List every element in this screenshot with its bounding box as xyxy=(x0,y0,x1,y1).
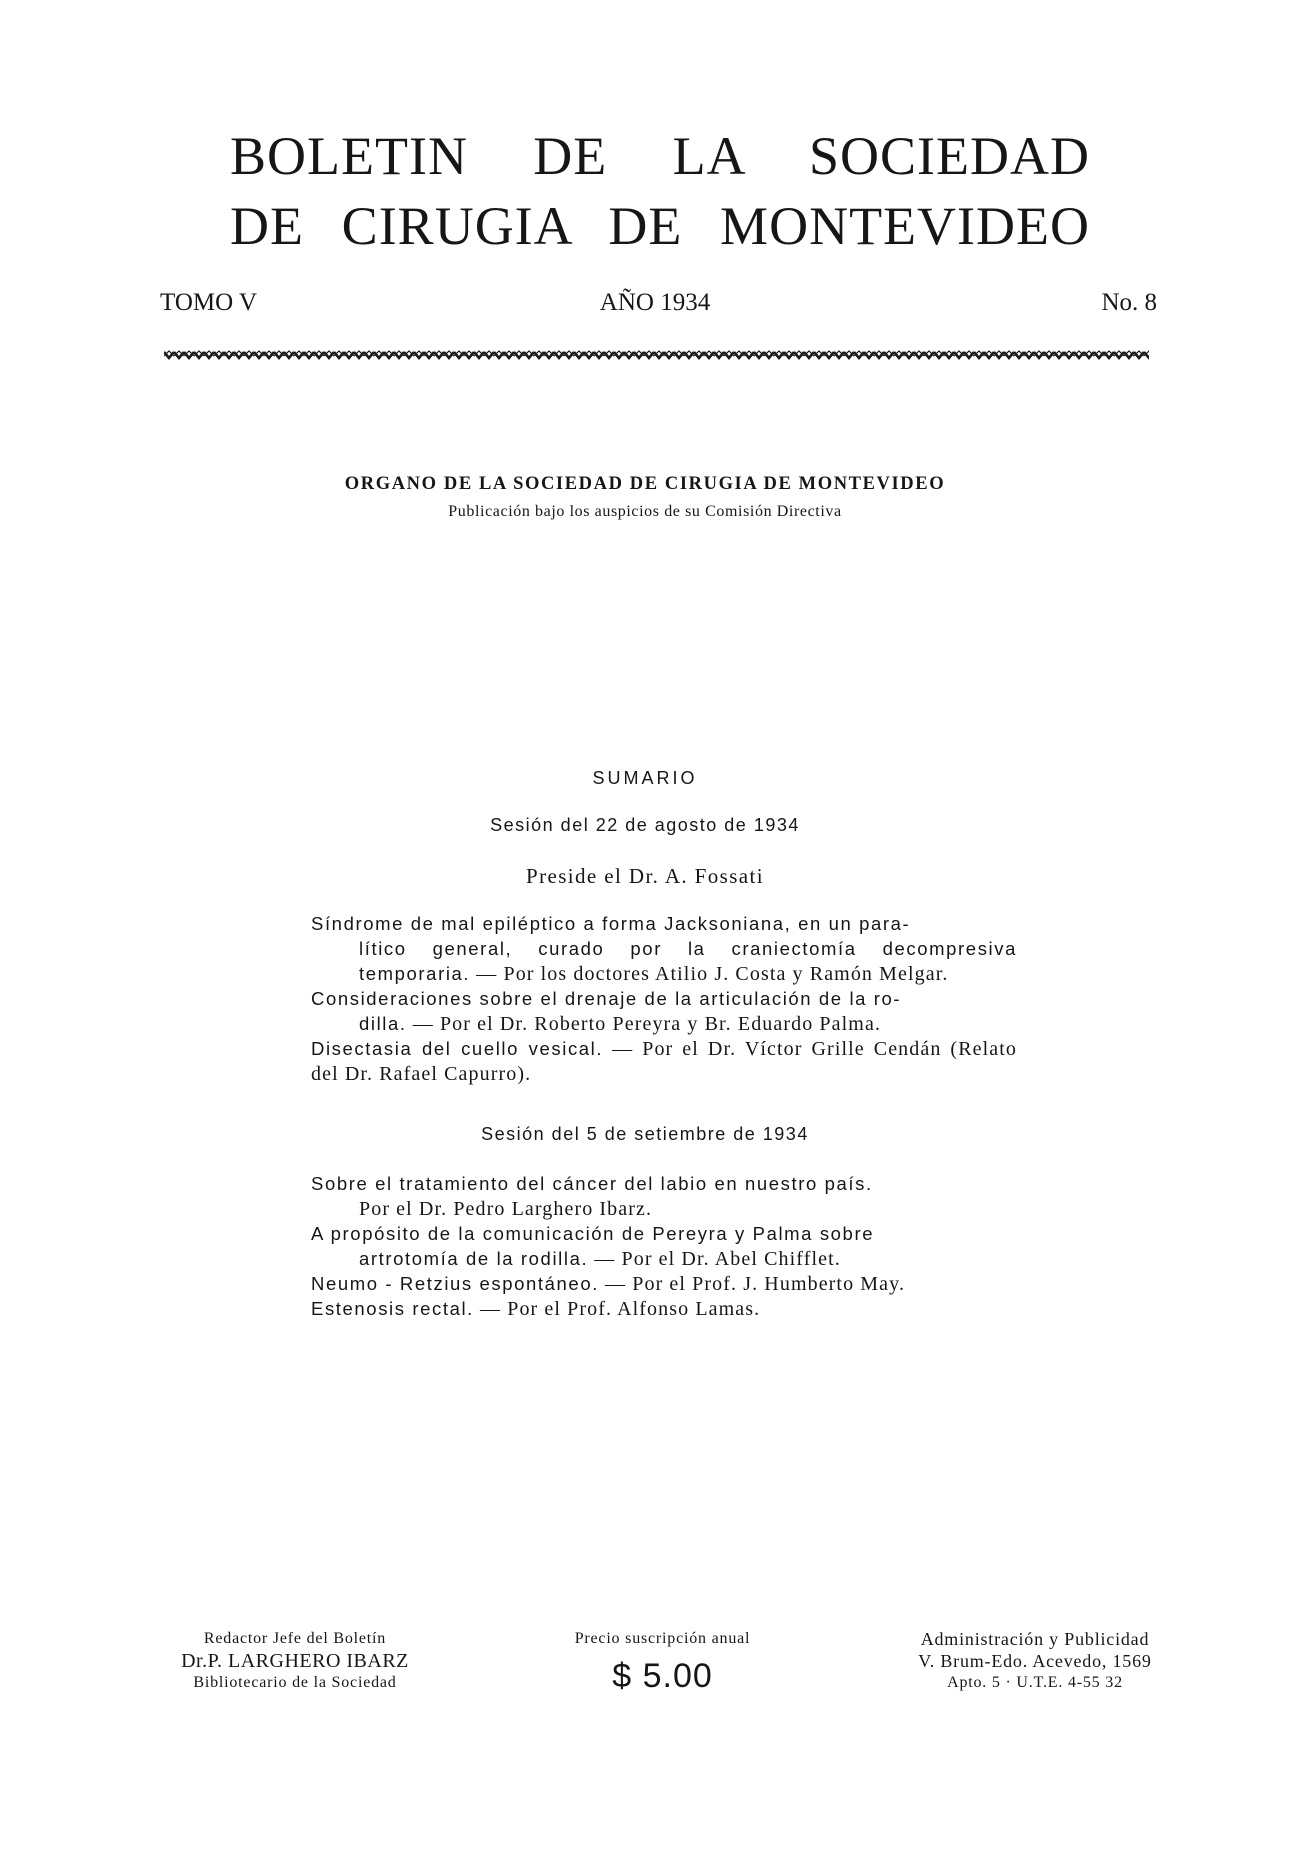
subscription-label: Precio suscripción anual xyxy=(574,1630,751,1647)
administration-label: Administración y Publicidad xyxy=(920,1629,1150,1649)
list-item xyxy=(311,1222,1017,1272)
entry-title: Sobre el tratamiento del cáncer del labio en nuestro país. xyxy=(311,1173,873,1194)
editor-role: Redactor Jefe del Boletín xyxy=(203,1630,387,1647)
editor-title: Bibliotecario de la Sociedad xyxy=(193,1674,397,1691)
list-item xyxy=(311,912,1017,987)
entry-author: — Por el Dr. Abel Chifflet. xyxy=(588,1248,841,1270)
list-item xyxy=(311,987,1017,1037)
entry-title-continued: artrotomía de la rodilla. xyxy=(359,1248,589,1269)
entry-title: A propósito de la comunicación de Pereyra y Palma sobre xyxy=(311,1223,875,1244)
organ-heading: ORGANO DE LA SOCIEDAD DE CIRUGIA DE MONTEVIDEO xyxy=(344,474,946,494)
footer-administration xyxy=(905,1628,1165,1694)
entry-author: — Por el Dr. Víctor Grille Cendán (Relato del Dr. Rafael Capurro). xyxy=(311,1038,1018,1085)
entry-author: — Por el Dr. Roberto Pereyra y Br. Eduardo Palma. xyxy=(406,1013,882,1035)
administration-phone: Apto. 5 · U.T.E. 4-55 32 xyxy=(947,1674,1123,1691)
volume-label: TOMO V xyxy=(160,289,258,316)
entry-title-continued: dilla. xyxy=(359,1013,407,1034)
entry-title: Neumo - Retzius espontáneo. xyxy=(311,1273,599,1294)
summary-heading: SUMARIO xyxy=(592,768,698,788)
footer-subscription xyxy=(555,1628,770,1698)
entry-title: Disectasia del cuello vesical. xyxy=(311,1038,604,1059)
session-2-title: Sesión del 5 de setiembre de 1934 xyxy=(481,1124,809,1144)
entry-title: Síndrome de mal epiléptico a forma Jacksoniana, en un para- xyxy=(311,913,911,934)
subscription-price: $ 5.00 xyxy=(612,1657,713,1695)
session-1-title: Sesión del 22 de agosto de 1934 xyxy=(490,815,800,835)
footer-editor xyxy=(170,1628,420,1694)
entry-title: Estenosis rectal. xyxy=(311,1298,474,1319)
entry-author: — Por los doctores Atilio J. Costa y Ramón Melgar. xyxy=(470,963,949,985)
list-item xyxy=(311,1172,1017,1222)
journal-title-line-1: BOLETIN DE LA SOCIEDAD xyxy=(230,126,1090,186)
administration-address: V. Brum-Edo. Acevedo, 1569 xyxy=(918,1651,1152,1671)
year-label: AÑO 1934 xyxy=(599,289,711,316)
list-item xyxy=(311,1297,1017,1322)
organ-subheading: Publicación bajo los auspicios de su Comisión Directiva xyxy=(448,503,842,520)
entry-author: — Por el Prof. Alfonso Lamas. xyxy=(473,1298,761,1320)
entry-author: Por el Dr. Pedro Larghero Ibarz. xyxy=(359,1198,653,1220)
list-item xyxy=(311,1037,1017,1087)
issue-number: No. 8 xyxy=(1101,289,1157,316)
session-1-preside: Preside el Dr. A. Fossati xyxy=(526,864,764,888)
editor-name: Dr.P. LARGHERO IBARZ xyxy=(181,1650,409,1672)
list-item xyxy=(311,1272,1017,1297)
entry-author: — Por el Prof. J. Humberto May. xyxy=(598,1273,906,1295)
journal-title-line-2: DE CIRUGIA DE MONTEVIDEO xyxy=(230,196,1090,256)
ornamental-rule xyxy=(164,348,1149,362)
session-2-entries xyxy=(311,1172,1017,1322)
session-1-entries xyxy=(311,912,1017,1087)
entry-title-continued: lítico general, curado por la craniectomía decompresiva temporaria. xyxy=(359,938,1017,984)
entry-title: Consideraciones sobre el drenaje de la articulación de la ro- xyxy=(311,988,902,1009)
